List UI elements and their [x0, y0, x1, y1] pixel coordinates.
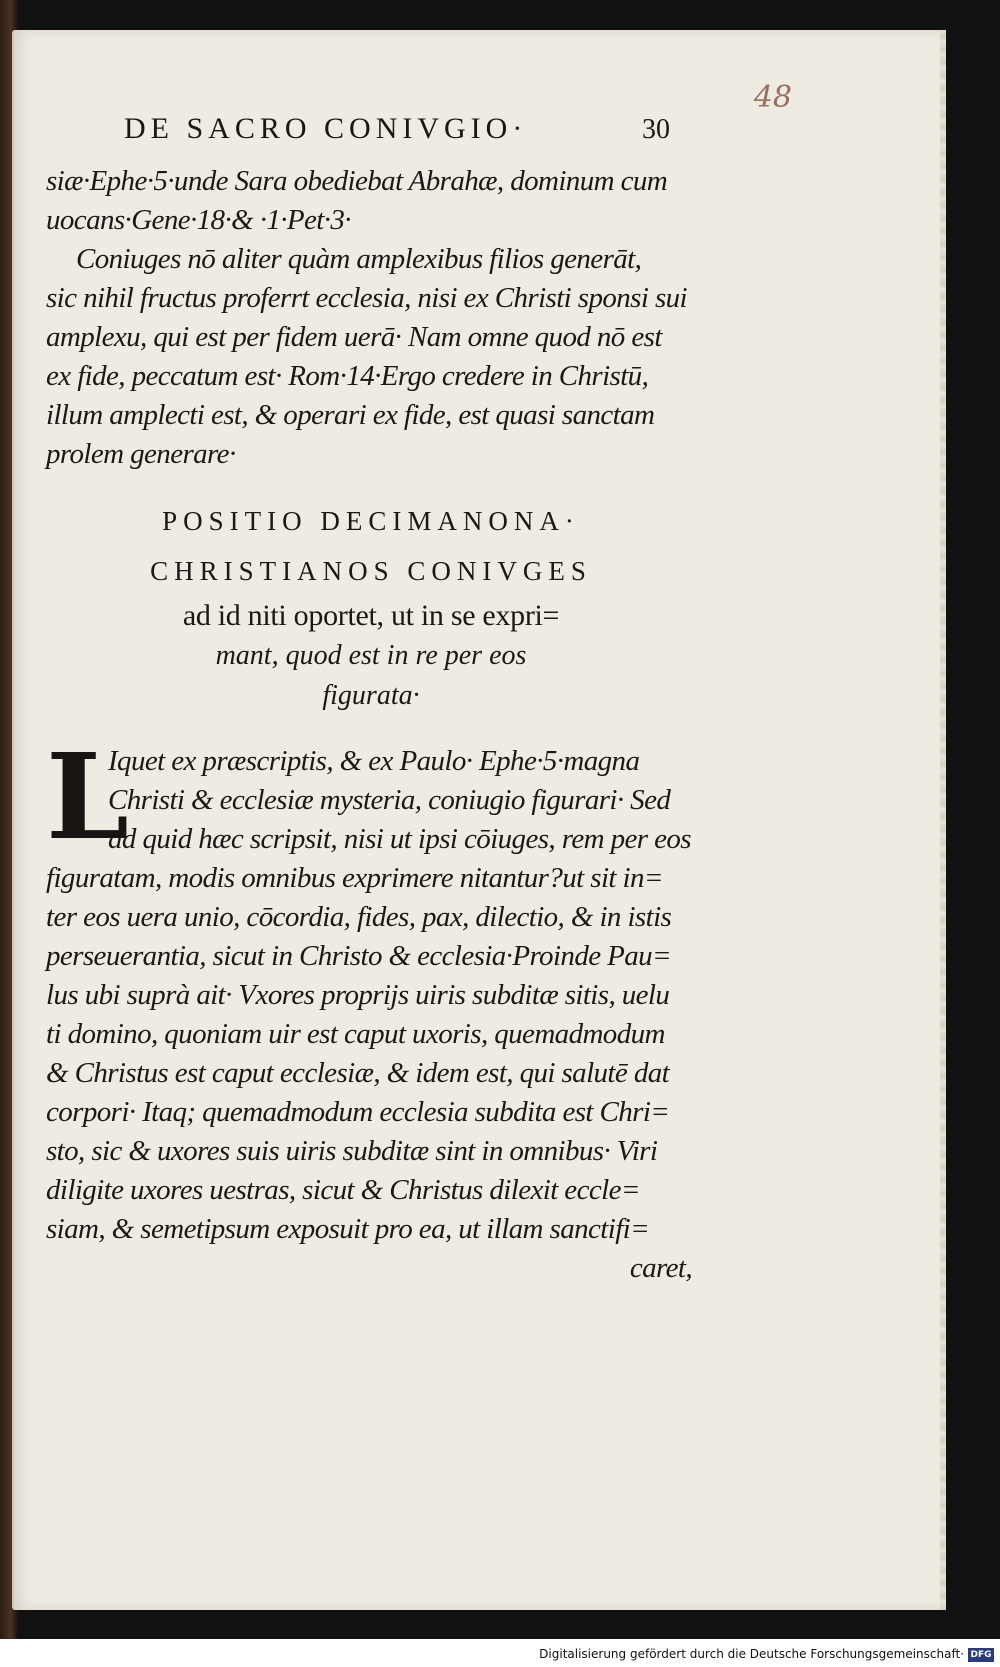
- handwritten-folio-number: 48: [753, 80, 792, 115]
- funding-credit: Digitalisierung gefördert durch die Deutsche Forschungsgemeinschaft·: [539, 1647, 964, 1661]
- catchword: caret,: [629, 1252, 692, 1284]
- text-line: & Christus est caput ecclesiæ, & idem est, qui salutē dat: [46, 1057, 670, 1089]
- text-line: illum amplecti est, & operari ex fide, est quasi sanctam: [46, 399, 655, 431]
- text-line: Iquet ex præscriptis, & ex Paulo· Ephe·5·magna: [108, 745, 640, 777]
- text-line: sto, sic & uxores suis uiris subditæ sint in omnibus· Viri: [46, 1135, 658, 1167]
- page-number: 30: [642, 114, 670, 145]
- text-line: uocans·Gene·18·& ·1·Pet·3·: [46, 204, 351, 236]
- thesis-line: ad id niti oportet, ut in se expri=: [182, 599, 560, 632]
- text-line: siam, & semetipsum exposuit pro ea, ut illam sanctifi=: [46, 1213, 650, 1245]
- text-line: siæ·Ephe·5·unde Sara obediebat Abrahæ, dominum cum: [46, 165, 668, 197]
- text-block: [46, 162, 696, 1288]
- book-page: [12, 30, 942, 1610]
- text-line: Christi & ecclesiæ mysteria, coniugio figurari· Sed: [108, 784, 671, 816]
- text-line: ad quid hæc scripsit, nisi ut ipsi cōiuges, rem per eos: [108, 823, 691, 855]
- paragraph: [46, 727, 696, 1288]
- running-head: DE SACRO CONIVGIO·: [124, 112, 528, 145]
- page-edge: [940, 30, 946, 1610]
- text-line: ti domino, quoniam uir est caput uxoris, quemadmodum: [46, 1018, 665, 1050]
- text-line: sic nihil fructus proferrt ecclesia, nisi ex Christi sponsi sui: [46, 282, 687, 314]
- text-line: corpori· Itaq; quemadmodum ecclesia subdita est Chri=: [46, 1096, 670, 1128]
- text-line: lus ubi suprà ait· Vxores proprijs uiris subditæ sitis, uelu: [46, 979, 670, 1011]
- text-line: figuratam, modis omnibus exprimere nitantur?ut sit in=: [46, 862, 663, 894]
- section-subheading: CHRISTIANOS CONIVGES: [150, 556, 592, 586]
- section-heading: POSITIO DECIMANONA·: [162, 506, 580, 536]
- drop-capital: L: [46, 727, 129, 866]
- text-line: prolem generare·: [46, 438, 236, 470]
- footer-bar: [0, 1639, 1000, 1667]
- text-line: ex fide, peccatum est· Rom·14·Ergo credere in Christū,: [46, 360, 649, 392]
- dfg-logo-icon: DFG: [968, 1648, 994, 1662]
- thesis-line: figurata·: [322, 680, 420, 711]
- text-line: ter eos uera unio, cōcordia, fides, pax, dilectio, & in istis: [46, 901, 672, 933]
- text-line: Coniuges nō aliter quàm amplexibus filios generāt,: [76, 243, 642, 275]
- text-line: diligite uxores uestras, sicut & Christus dilexit eccle=: [46, 1174, 640, 1206]
- thesis-line: mant, quod est in re per eos: [215, 640, 527, 671]
- text-line: amplexu, qui est per fidem uerā· Nam omne quod nō est: [46, 321, 662, 353]
- text-line: perseuerantia, sicut in Christo & ecclesia·Proinde Pau=: [46, 940, 672, 972]
